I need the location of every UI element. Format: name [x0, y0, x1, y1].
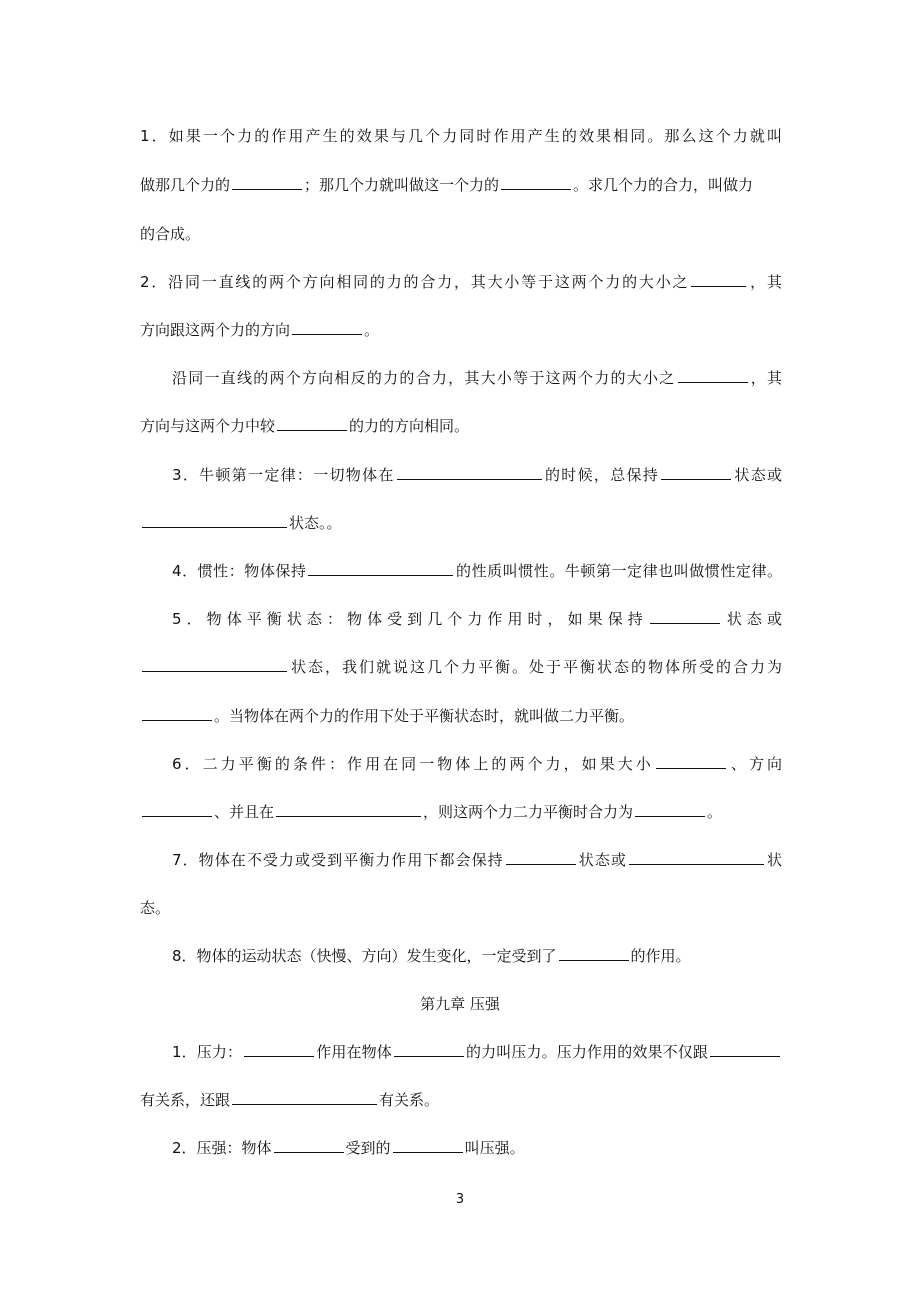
- text-line-7: 方向与这两个力中较 的力的方向相同。: [140, 417, 470, 435]
- text-line-4: 2．沿同一直线的两个方向相同的力的合力，其大小等于这两个力的大小之 ，其: [140, 273, 782, 291]
- text-line-10: 4．惯性：物体保持 的性质叫惯性。牛顿第一定律也叫做惯性定律。: [172, 562, 782, 580]
- fill-blank[interactable]: [397, 465, 542, 480]
- fill-blank[interactable]: [650, 609, 720, 624]
- text-line-16: 7．物体在不受力或受到平衡力作用下都会保持 状态或 状: [172, 851, 782, 869]
- fill-blank[interactable]: [142, 657, 287, 672]
- text-line-13: 。当物体在两个力的作用下处于平衡状态时，就叫做二力平衡。: [140, 706, 782, 726]
- text-line-11: 5．物体平衡状态：物体受到几个力作用时，如果保持 状态或: [172, 610, 782, 628]
- fill-blank[interactable]: [277, 416, 347, 431]
- fill-blank[interactable]: [276, 802, 421, 817]
- chapter-heading: 第九章 压强: [420, 995, 500, 1013]
- page-number: 3: [455, 1192, 465, 1207]
- text-line-3: 的合成。: [140, 225, 201, 243]
- fill-blank[interactable]: [244, 1042, 314, 1057]
- text-line-21: 有关系，还跟 有关系。: [140, 1091, 440, 1109]
- fill-blank[interactable]: [661, 465, 731, 480]
- fill-blank[interactable]: [691, 272, 746, 287]
- fill-blank[interactable]: [678, 368, 748, 383]
- fill-blank[interactable]: [506, 850, 576, 865]
- text-line-22: 2．压强：物体 受到的 叫压强。: [172, 1139, 525, 1157]
- fill-blank[interactable]: [656, 754, 726, 769]
- text-line-9: 状态。。: [140, 513, 782, 533]
- fill-blank[interactable]: [274, 1138, 344, 1153]
- text-line-12: 状态，我们就说这几个力平衡。处于平衡状态的物体所受的合力为: [140, 657, 782, 677]
- text-line-2: 做那几个力的 ；那几个力就叫做这一个力的 。求几个力的合力，叫做力: [140, 176, 754, 194]
- text-line-14: 6．二力平衡的条件：作用在同一物体上的两个力，如果大小 、方向: [172, 755, 782, 773]
- text-line-5: 方向跟这两个力的方向 。: [140, 321, 380, 339]
- fill-blank[interactable]: [232, 1090, 377, 1105]
- fill-blank[interactable]: [232, 175, 302, 190]
- text-line-6: 沿同一直线的两个方向相反的力的合力，其大小等于这两个力的大小之 ，其: [172, 369, 782, 387]
- text-line-15: 、并且在 ，则这两个力二力平衡时合力为 。: [140, 802, 782, 822]
- fill-blank[interactable]: [501, 175, 571, 190]
- fill-blank[interactable]: [292, 320, 362, 335]
- fill-blank[interactable]: [308, 561, 453, 576]
- text-line-8: 3．牛顿第一定律：一切物体在 的时候，总保持 状态或: [172, 466, 782, 484]
- fill-blank[interactable]: [142, 802, 212, 817]
- text-line-1: 1．如果一个力的作用产生的效果与几个力同时作用产生的效果相同。那么这个力就叫: [140, 127, 782, 145]
- fill-blank[interactable]: [142, 706, 212, 721]
- fill-blank[interactable]: [393, 1138, 463, 1153]
- fill-blank[interactable]: [710, 1042, 780, 1057]
- fill-blank[interactable]: [635, 802, 705, 817]
- text-line-17: 态。: [140, 899, 171, 917]
- fill-blank[interactable]: [559, 946, 629, 961]
- fill-blank[interactable]: [629, 850, 764, 865]
- text-line-20: 1．压力： 作用在物体 的力叫压力。压力作用的效果不仅跟: [172, 1042, 782, 1062]
- text-line-18: 8．物体的运动状态（快慢、方向）发生变化，一定受到了 的作用。: [172, 947, 691, 965]
- fill-blank[interactable]: [142, 513, 287, 528]
- fill-blank[interactable]: [394, 1042, 464, 1057]
